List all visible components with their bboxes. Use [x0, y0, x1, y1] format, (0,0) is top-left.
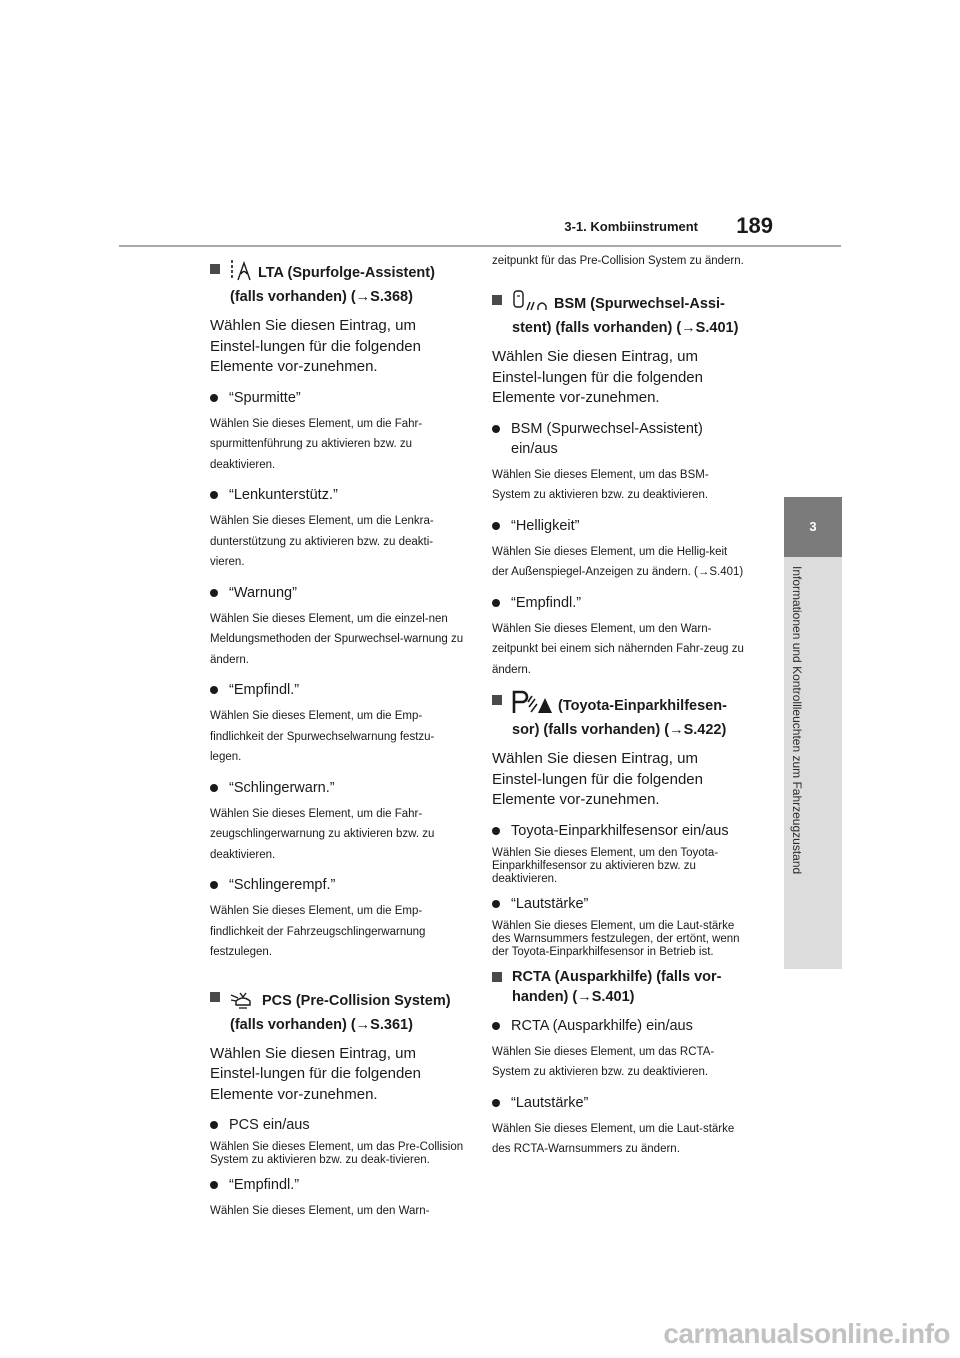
item-description: Wählen Sie dieses Element, um die Emp-findlichkeit der Spurwechselwarnung festzu-legen. [210, 710, 435, 763]
parking-intro: Wählen Sie diesen Eintrag, um Einstel-lungen für die folgenden Elemente vor-zunehmen. [492, 750, 703, 808]
item-label: “Lenkunterstütz.” [229, 487, 338, 503]
pcs-intro: Wählen Sie diesen Eintrag, um Einstel-lungen für die folgenden Elemente vor-zunehmen. [210, 1044, 421, 1103]
page-header [0, 0, 960, 260]
item-description: Wählen Sie dieses Element, um die Laut-stärke des RCTA-Warnsummers zu ändern. [492, 1122, 735, 1155]
header-divider [119, 245, 841, 247]
item-label: “Empfindl.” [229, 682, 300, 698]
item-label: “Spurmitte” [229, 389, 301, 406]
list-item [492, 593, 747, 613]
list-item [210, 680, 465, 700]
item-label: “Warnung” [229, 584, 297, 601]
list-item [210, 583, 465, 603]
item-description: Wählen Sie dieses Element, um die Hellig-keit der Außenspiegel-Anzeigen zu ändern. (→S.401) [492, 545, 744, 578]
section-marker [492, 295, 502, 305]
item-description: Wählen Sie dieses Element, um die Lenkra-dunterstützung zu aktivieren bzw. zu deakti-vieren. [210, 515, 434, 568]
bullet-dot [210, 784, 218, 792]
item-description: Wählen Sie dieses Element, um den Toyota-Einparkhilfesensor zu aktivieren bzw. zu deaktivieren. [492, 846, 719, 885]
bullet-dot [492, 1099, 500, 1107]
list-item [210, 388, 465, 408]
item-label: RCTA (Ausparkhilfe) ein/aus [511, 1017, 693, 1034]
pre-collision-icon [230, 987, 256, 1015]
item-description: Wählen Sie dieses Element, um das Pre-Collision System zu aktivieren bzw. zu deak-tivieren. [210, 1141, 464, 1166]
bullet-dot [210, 1121, 218, 1129]
parking-sensor-icon [512, 690, 552, 720]
chapter-number: 3 [809, 519, 817, 534]
right-column [492, 255, 747, 1170]
lane-trace-icon [230, 259, 252, 287]
item-label: Toyota-Einparkhilfesensor ein/aus [511, 822, 729, 839]
bullet-dot [210, 881, 218, 889]
watermark: carmanualsonline.info [663, 1318, 950, 1349]
lta-heading-text: LTA (Spurfolge-Assistent) (falls vorhanden) (→S.368) [230, 265, 435, 305]
bullet-dot [492, 827, 500, 835]
rcta-heading-text: RCTA (Ausparkhilfe) (falls vor-handen) (→S.401) [512, 968, 722, 1005]
bullet-dot [492, 1022, 500, 1030]
bullet-dot [210, 394, 218, 402]
bullet-dot [492, 900, 500, 908]
list-item [492, 516, 747, 536]
page-footer [0, 1298, 960, 1358]
list-item [492, 1093, 747, 1113]
list-item [492, 894, 747, 914]
pcs-continuation: zeitpunkt für das Pre-Collision System zu ändern. [492, 255, 744, 267]
list-item [210, 875, 465, 895]
left-column [210, 259, 465, 1232]
item-label: PCS ein/aus [229, 1117, 310, 1133]
parking-heading-text: (Toyota-Einparkhilfesen-sor) (falls vorhanden) (→S.422) [512, 698, 727, 738]
item-description: Wählen Sie dieses Element, um die Fahr-spurmittenführung zu aktivieren bzw. zu deaktivieren. [210, 417, 423, 471]
list-item [210, 485, 465, 505]
page-number: 189 [736, 213, 773, 238]
pcs-heading [210, 987, 465, 1035]
chapter-tab [784, 497, 842, 557]
list-item [210, 778, 465, 798]
item-description: Wählen Sie dieses Element, um die Laut-stärke des Warnsummers festzulegen, der ertönt, wenn der Toyota-Einparkhilfesensor in Betrieb ist. [492, 919, 740, 958]
item-label: “Helligkeit” [511, 517, 580, 534]
item-description: Wählen Sie dieses Element, um das BSM-System zu aktivieren bzw. zu deaktivieren. [492, 468, 709, 501]
section-marker [210, 264, 220, 274]
pcs-heading-text: PCS (Pre-Collision System) (falls vorhanden) (→S.361) [230, 992, 451, 1033]
bullet-dot [492, 599, 500, 607]
item-label: “Schlingerwarn.” [229, 779, 335, 796]
list-item [210, 1115, 465, 1135]
bullet-dot [210, 686, 218, 694]
section-marker [492, 695, 502, 705]
lta-intro: Wählen Sie diesen Eintrag, um Einstel-lungen für die folgenden Elemente vor-zunehmen. [210, 317, 421, 375]
rcta-heading [492, 967, 747, 1007]
list-item [492, 419, 747, 459]
item-description: Wählen Sie dieses Element, um die Emp-findlichkeit der Fahrzeugschlingerwarnung festzulegen. [210, 905, 426, 958]
bsm-intro: Wählen Sie diesen Eintrag, um Einstel-lungen für die folgenden Elemente vor-zunehmen. [492, 348, 703, 406]
lta-heading [210, 259, 465, 307]
item-description: Wählen Sie dieses Element, um das RCTA-System zu aktivieren bzw. zu deaktivieren. [492, 1045, 715, 1078]
item-label: “Schlingerempf.” [229, 877, 336, 893]
bullet-dot [210, 1181, 218, 1189]
bsm-heading [492, 290, 747, 338]
item-label: “Empfindl.” [511, 594, 582, 611]
section-marker [492, 972, 502, 982]
item-label: BSM (Spurwechsel-Assistent) ein/aus [511, 420, 703, 457]
bsm-heading-text: BSM (Spurwechsel-Assi-stent) (falls vorhanden) (→S.401) [512, 296, 739, 336]
bullet-dot [210, 491, 218, 499]
list-item [492, 821, 747, 841]
bullet-dot [210, 589, 218, 597]
parking-heading [492, 690, 747, 740]
item-description: Wählen Sie dieses Element, um den Warn-zeitpunkt bei einem sich nähernden Fahr-zeug zu ändern. [492, 622, 744, 676]
chapter-title: Informationen und Kontrollleuchten zum Fahrzeugzustand [790, 566, 804, 875]
item-description: Wählen Sie dieses Element, um den Warn- [210, 1205, 430, 1217]
item-label: “Empfindl.” [229, 1177, 300, 1193]
section-title: 3-1. Kombiinstrument [564, 219, 698, 234]
section-marker [210, 992, 220, 1002]
item-description: Wählen Sie dieses Element, um die Fahr-zeugschlingerwarnung zu aktivieren bzw. zu deaktivieren. [210, 807, 435, 861]
blind-spot-monitor-icon [512, 290, 548, 318]
bullet-dot [492, 425, 500, 433]
bullet-dot [492, 522, 500, 530]
item-label: “Lautstärke” [511, 895, 589, 912]
item-description: Wählen Sie dieses Element, um die einzel-nen Meldungsmethoden der Spurwechsel-warnung zu ändern. [210, 612, 464, 666]
list-item [210, 1175, 465, 1195]
item-label: “Lautstärke” [511, 1094, 589, 1111]
list-item [492, 1016, 747, 1036]
